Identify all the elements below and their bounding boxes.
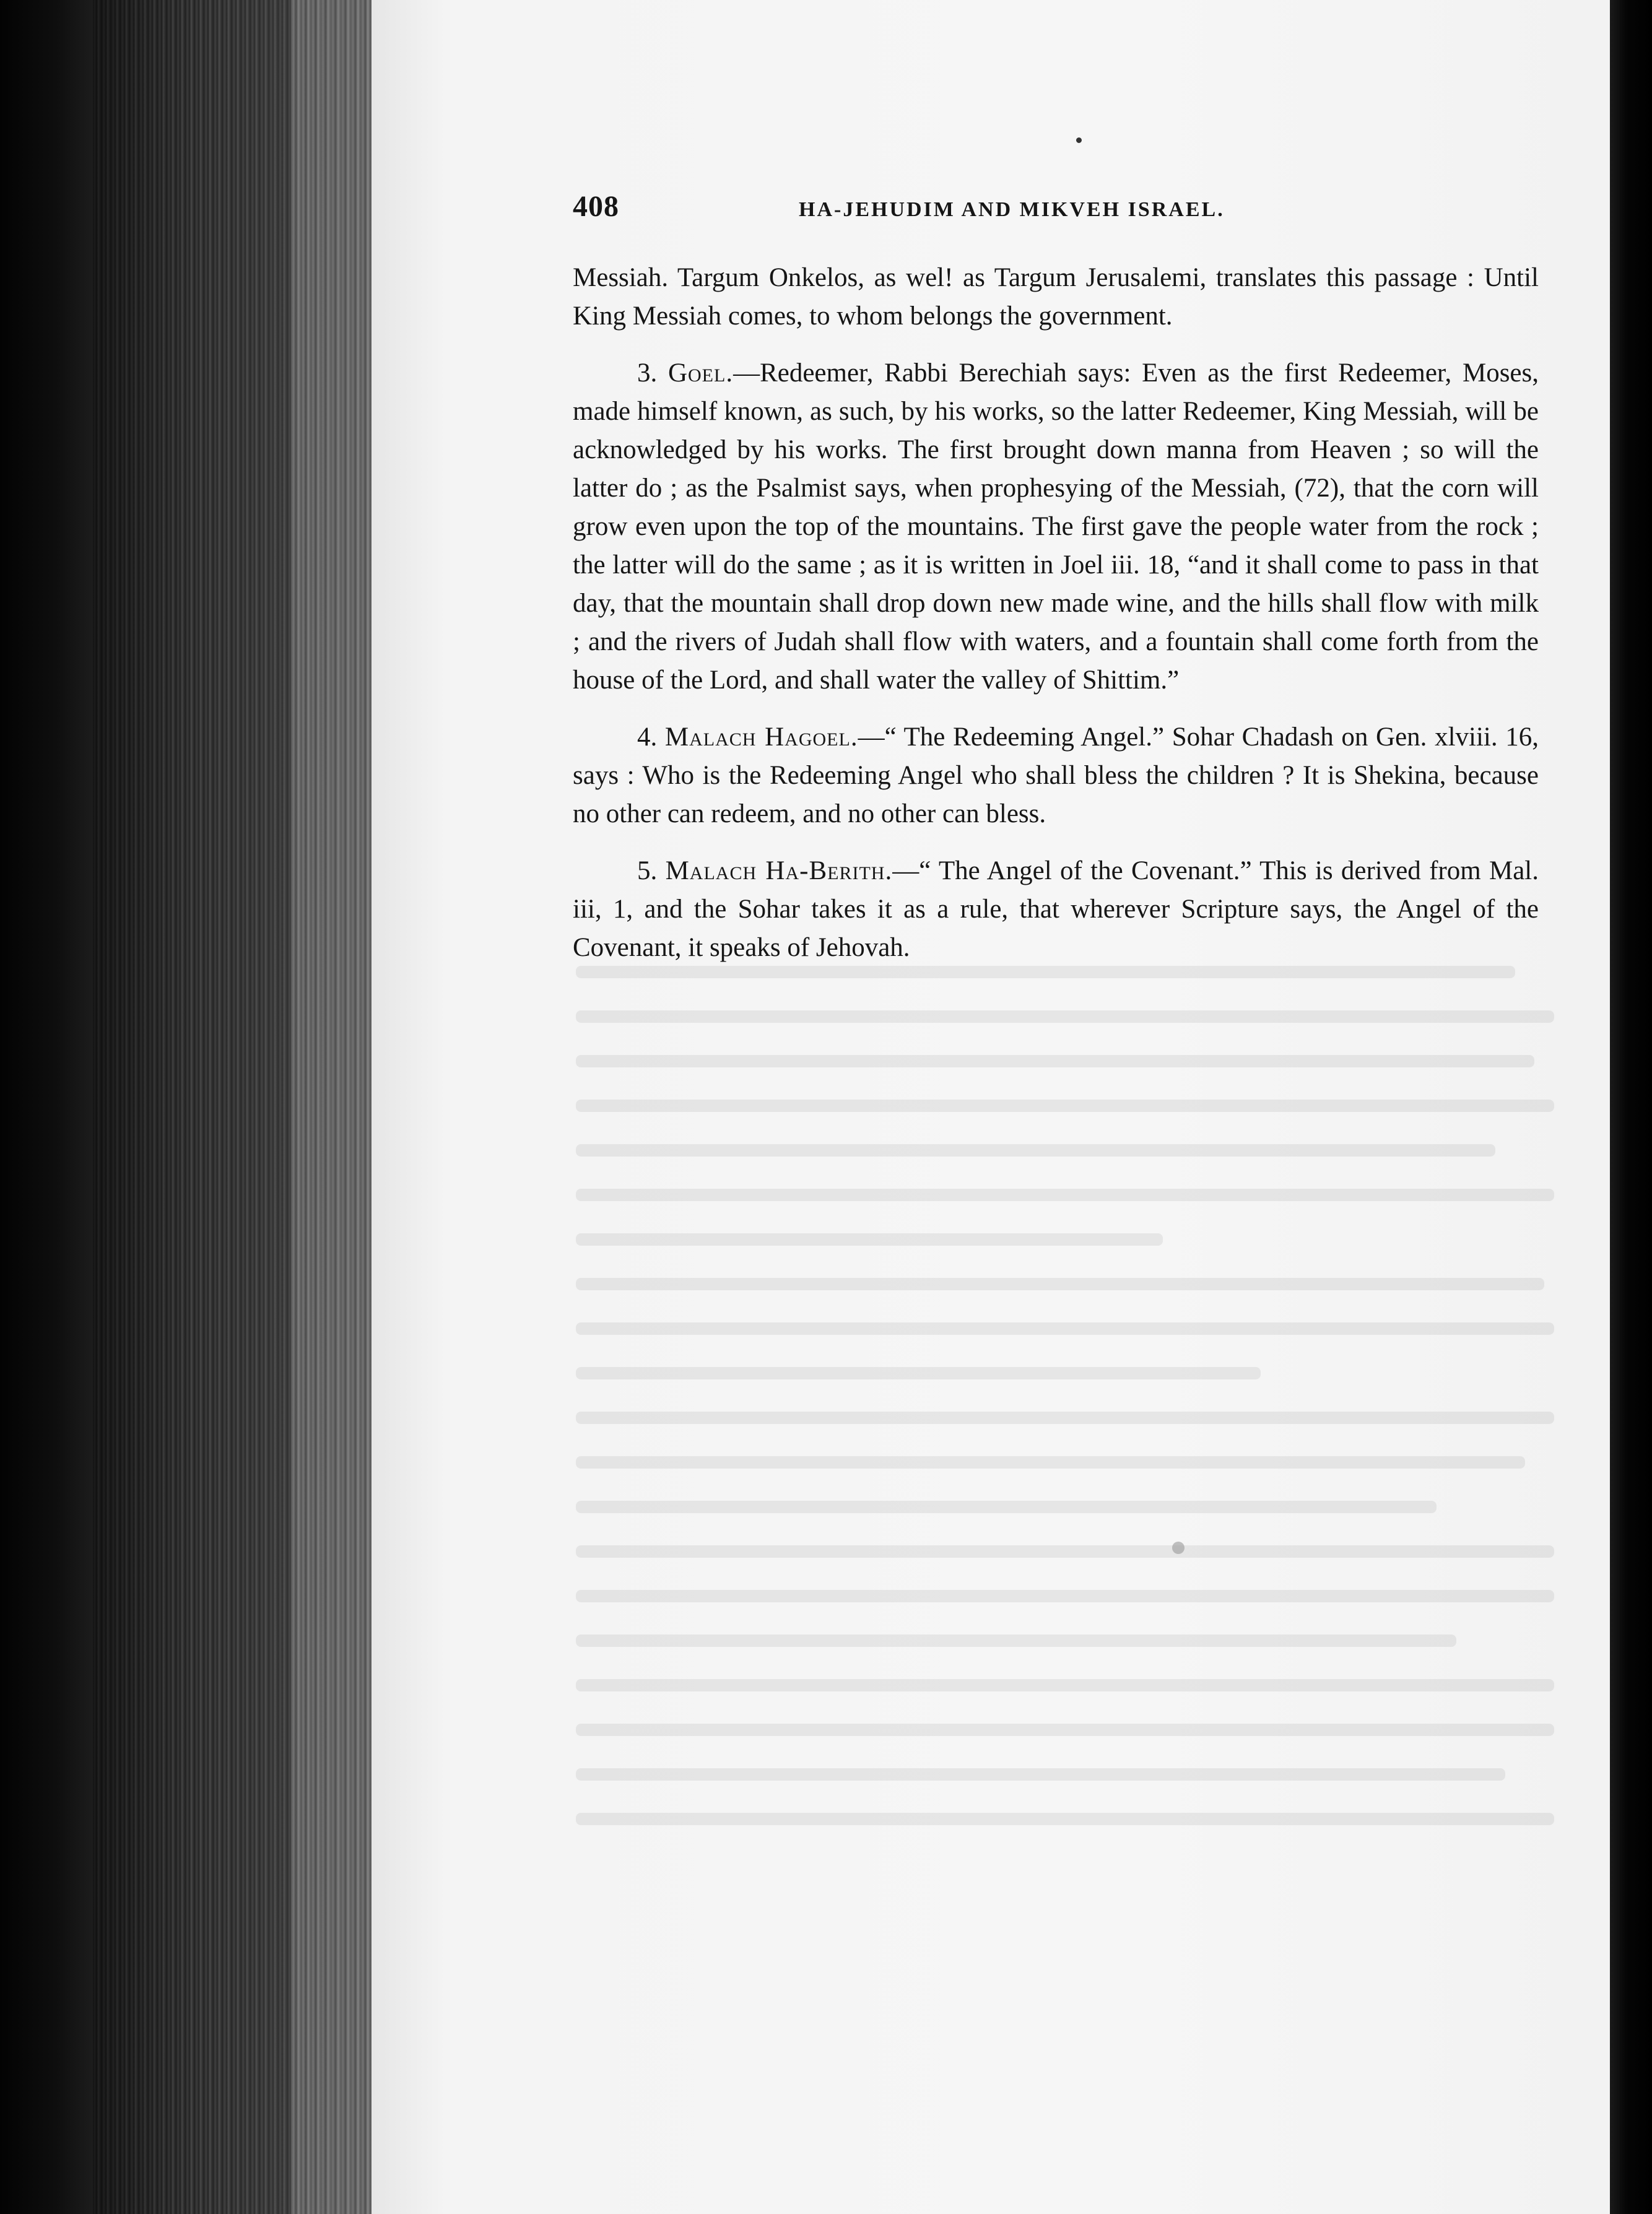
paragraph-continuation <box>573 259 1539 336</box>
paragraph-malach-hagoel <box>573 718 1539 833</box>
paragraph-number: 5. <box>637 856 658 885</box>
paragraph-term: Malach Hagoel. <box>664 723 858 752</box>
paragraph-text: Messiah. Targum Onkelos, as wel! as Targum Jerusalemi, translates this passage : Until King Messiah comes, to whom belongs the government. <box>573 263 1539 331</box>
paragraph-term: Malach Ha-Berith. <box>665 856 893 885</box>
page-number: 408 <box>573 190 619 223</box>
paragraph-term: Goel. <box>667 358 734 388</box>
paragraph-goel <box>573 354 1539 700</box>
page-text-block <box>573 183 1539 986</box>
paragraph-text: —“ The Angel of the Covenant.” This is derived from Mal. iii, 1, and the Sohar takes it as a rule, that wherever Scripture says, the Angel of the Covenant, it speaks of Jehovah. <box>573 856 1539 962</box>
body-text <box>573 259 1539 967</box>
dust-speck <box>1076 137 1082 143</box>
scan-right-margin <box>1610 0 1652 2214</box>
ink-speck <box>1172 1542 1185 1554</box>
paragraph-number: 3. <box>637 358 658 388</box>
page-edge-highlight <box>291 0 372 2214</box>
paragraph-number: 4. <box>637 723 658 752</box>
paragraph-text: —“ The Redeeming Angel.” Sohar Chadash on Gen. xlviii. 16, says : Who is the Redeeming Angel who shall bless the children ? It is Shekina, because no other can redeem, and no other can bless. <box>573 723 1539 828</box>
running-title: HA-JEHUDIM AND MIKVEH ISRAEL. <box>799 198 1225 221</box>
paragraph-text: —Redeemer, Rabbi Berechiah says: Even as the first Redeemer, Moses, made himself known, as such, by his works, so the latter Redeemer, King Messiah, will be acknowledged by his works. The first brought down manna from Heaven ; so will the latter do ; as the Psalmist says, when prophesying of the Messiah, (72), that the corn will grow even upon the top of the mountains. The first gave the people water from the rock ; the latter will do the same ; as it is written in Joel iii. 18, “and it shall come to pass in that day, that the mountain shall drop down new made wine, and the hills shall flow with milk ; and the rivers of Judah shall flow with waters, and a fountain shall come forth from the house of the Lord, and shall water the valley of Shittim.” <box>573 358 1539 695</box>
scan-left-margin <box>0 0 93 2214</box>
paragraph-malach-ha-berith <box>573 852 1539 967</box>
running-head <box>573 183 1539 240</box>
